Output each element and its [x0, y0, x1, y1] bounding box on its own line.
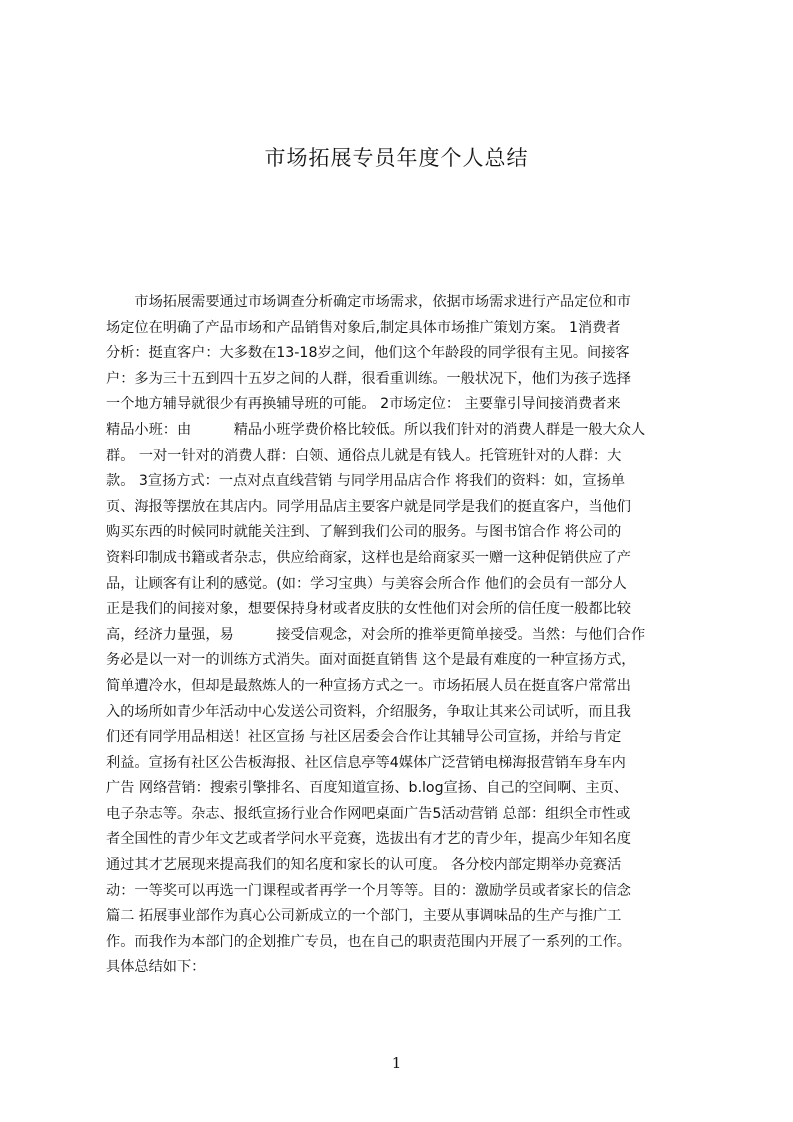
text-line: 页、海报等摆放在其店内。同学用品店主要客户就是同学是我们的挺直客户，当他们: [106, 498, 631, 515]
text-line: 们还有同学用品相送！社区宣扬 与社区居委会合作让其辅导公司宣扬，并给与肯定: [106, 729, 622, 746]
text-line: 一个地方辅导就很少有再换辅导班的可能。 2市场定位： 主要靠引导间接消费者来: [106, 396, 621, 413]
body-text: [106, 290, 698, 981]
text-line: 群。 一对一针对的消费人群：白领、通俗点儿就是有钱人。托管班针对的人群：大: [106, 447, 622, 464]
text-line: 精品小班：由 精品小班学费价格比较低。所以我们针对的消费人群是一般大众人: [106, 421, 646, 438]
text-line: 场定位在明确了产品市场和产品销售对象后,制定具体市场推广策划方案。 1消费者: [106, 319, 621, 336]
text-line: 资料印制成书籍或者杂志，供应给商家，这样也是给商家买一赠一这种促销供应了产: [106, 549, 631, 566]
text-line: 正是我们的间接对象，想要保持身材或者皮肤的女性他们对会所的信任度一般都比较: [106, 601, 631, 618]
text-line: 款。 3宣扬方式：一点对点直线营销 与同学用品店合作 将我们的资料：如，宣扬单: [106, 473, 626, 490]
text-line: 市场拓展需要通过市场调查分析确定市场需求，依据市场需求进行产品定位和市: [106, 294, 631, 310]
text-line: 分析：挺直客户：大多数在13-18岁之间，他们这个年龄段的同学很有主见。间接客: [106, 345, 630, 362]
text-line: 通过其才艺展现来提高我们的知名度和家长的认可度。 各分校内部定期举办竞赛活: [106, 857, 622, 874]
text-line: 作。而我作为本部门的企划推广专员，也在自己的职责范围内开展了一系列的工作。: [106, 933, 631, 950]
document-title: 市场拓展专员年度个人总结: [264, 146, 529, 170]
text-line: 动：一等奖可以再选一门课程或者再学一个月等等。目的：激励学员或者家长的信念: [106, 882, 631, 899]
page-number: 1: [391, 1054, 402, 1072]
text-line: 购买东西的时候同时就能关注到、了解到我们公司的服务。与图书馆合作 将公司的: [106, 524, 622, 541]
text-line: 具体总结如下：: [106, 959, 206, 976]
text-line: 品，让顾客有让利的感觉。(如：学习宝典）与美容会所合作 他们的会员有一部分人: [106, 575, 627, 592]
text-line: 广告 网络营销：搜索引擎排名、百度知道宣扬、b.log宣扬、自己的空间啊、主页、: [106, 780, 629, 797]
text-line: 户：多为三十五到四十五岁之间的人群，很看重训练。一般状况下，他们为孩子选择: [106, 370, 631, 387]
text-line: 入的场所如青少年活动中心发送公司资料，介绍服务，争取让其来公司试听，而且我: [106, 703, 631, 720]
text-line: 简单遭冷水，但却是最熬炼人的一种宣扬方式之一。市场拓展人员在挺直客户常常出: [106, 677, 631, 694]
text-line: 电子杂志等。杂志、报纸宣扬行业合作网吧桌面广告5活动营销 总部：组织全市性或: [106, 805, 631, 822]
text-line: 务必是以一对一的训练方式消失。面对面挺直销售 这个是最有难度的一种宣扬方式，: [106, 652, 636, 669]
text-line: 者全国性的青少年文艺或者学问水平竞赛，选拔出有才艺的青少年，提高少年知名度: [106, 831, 631, 848]
text-line: 利益。宣扬有社区公告板海报、社区信息亭等4媒体广泛营销电梯海报营销车身车内: [106, 754, 626, 771]
text-line: 高，经济力量强，易 接受信观念，对会所的推举更简单接受。当然：与他们合作: [106, 626, 646, 643]
text-line: 篇二 拓展事业部作为真心公司新成立的一个部门，主要从事调味品的生产与推广工: [106, 908, 622, 925]
